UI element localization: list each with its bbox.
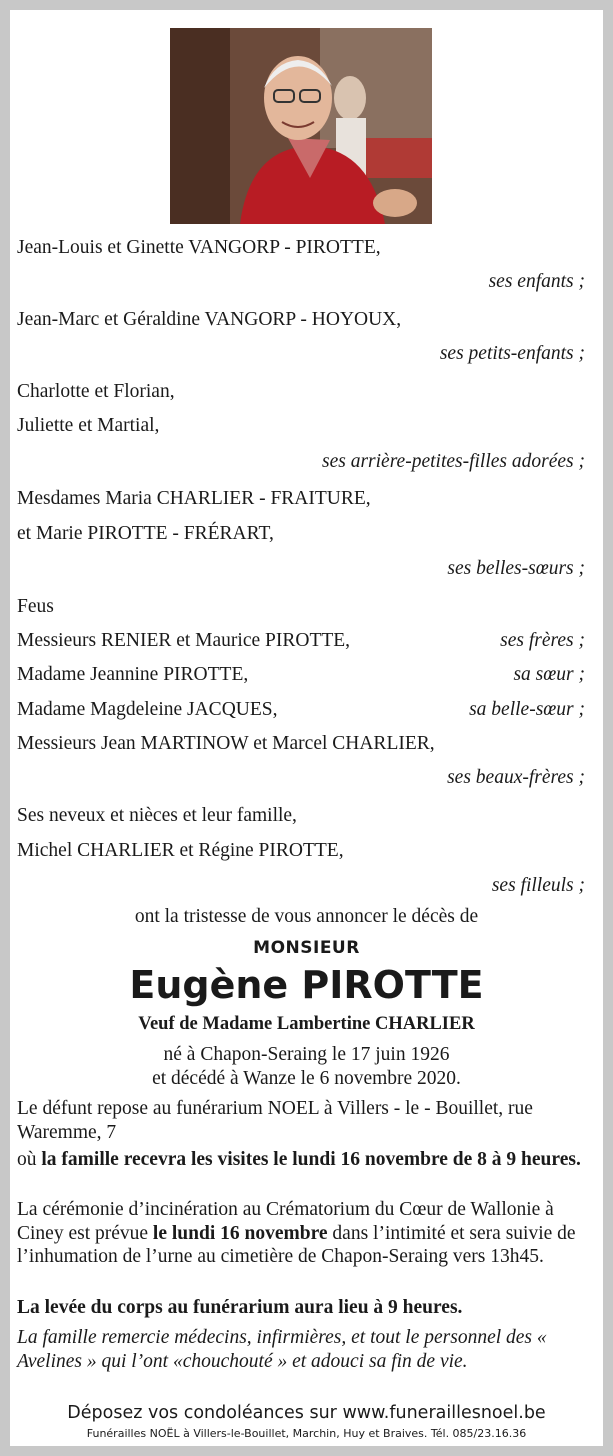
family-relation-2: ses petits-enfants ; [439,343,585,364]
family-relation-3: ses arrière-petites-filles adorées ; [321,451,585,472]
condolences-link[interactable]: Déposez vos condoléances sur www.funeraillesnoel.be [67,1403,546,1423]
portrait-photo [170,28,432,224]
departure-paragraph [17,1296,591,1320]
family-row-10 [17,698,585,722]
visits-prefix: où [17,1149,42,1170]
family-line-4: Juliette et Martial, [17,415,160,436]
visits-schedule: la famille recevra les visites le lundi 16 novembre de 8 à 9 heures. [41,1149,581,1170]
honorific: MONSIEUR [253,938,360,958]
family-line-1: Jean-Louis et Ginette VANGORP - PIROTTE, [17,237,381,258]
family-line-11: Messieurs Jean MARTINOW et Marcel CHARLIER, [17,733,435,754]
family-line-6: et Marie PIROTTE - FRÉRART, [17,523,274,544]
widower-line: Veuf de Madame Lambertine CHARLIER [138,1014,475,1034]
family-row-8 [17,629,585,653]
visits-paragraph [17,1148,591,1172]
family-relation-10: sa belle-sœur ; [469,699,585,720]
family-relation-9: sa sœur ; [513,664,585,685]
family-line-3: Charlotte et Florian, [17,381,175,402]
rest-place-paragraph: Le défunt repose au funérarium NOEL à Villers - le - Bouillet, rue Waremme, 7 [17,1098,533,1143]
family-row-9 [17,663,585,687]
family-line-2: Jean-Marc et Géraldine VANGORP - HOYOUX, [17,309,402,330]
ceremony-date: le lundi 16 novembre [152,1222,328,1244]
family-line-5: Mesdames Maria CHARLIER - FRAITURE, [17,488,371,509]
death-line: et décédé à Wanze le 6 novembre 2020. [152,1068,461,1089]
family-line-10: Madame Magdeleine JACQUES, [17,699,278,720]
family-line-9: Madame Jeannine PIROTTE, [17,664,249,685]
family-relation-11: ses beaux-frères ; [447,767,585,788]
family-relation-4: ses belles-sœurs ; [447,558,585,579]
departure-text: La levée du corps au funérarium aura lieu à 9 heures. [17,1297,463,1318]
thanks-paragraph: La famille remercie médecins, infirmières, et tout le personnel des « Avelines » qui l’ont «chouchouté » et adouci sa fin de vie. [17,1327,547,1372]
family-line-8: Messieurs RENIER et Maurice PIROTTE, [17,630,351,651]
family-relation-8: ses frères ; [500,630,585,651]
family-relation-13: ses filleuls ; [491,875,585,896]
family-line-12: Ses neveux et nièces et leur famille, [17,805,297,826]
birth-line: né à Chapon-Seraing le 17 juin 1926 [163,1044,450,1065]
family-relation-1: ses enfants ; [488,271,585,292]
ceremony-text-2: dans l’intimité et sera suivie de l’inhumation de l’urne au cimetière de Chapon-Seraing vers 13h45. [17,1222,576,1267]
family-line-7: Feus [17,596,54,617]
obituary-sheet [10,10,603,1446]
ceremony-paragraph [17,1198,591,1269]
family-line-13: Michel CHARLIER et Régine PIROTTE, [17,840,344,861]
portrait-photo-illustration [170,28,432,224]
funeral-home-footer: Funérailles NOËL à Villers-le-Bouillet, Marchin, Huy et Braives. Tél. 085/23.16.36 [86,1427,527,1440]
announcement-intro: ont la tristesse de vous annoncer le décès de [134,906,479,927]
deceased-name: Eugène PIROTTE [129,963,484,1007]
ceremony-text-1: La cérémonie d’incinération au Crématorium du Cœur de Wallonie à Ciney est prévue [17,1199,554,1244]
